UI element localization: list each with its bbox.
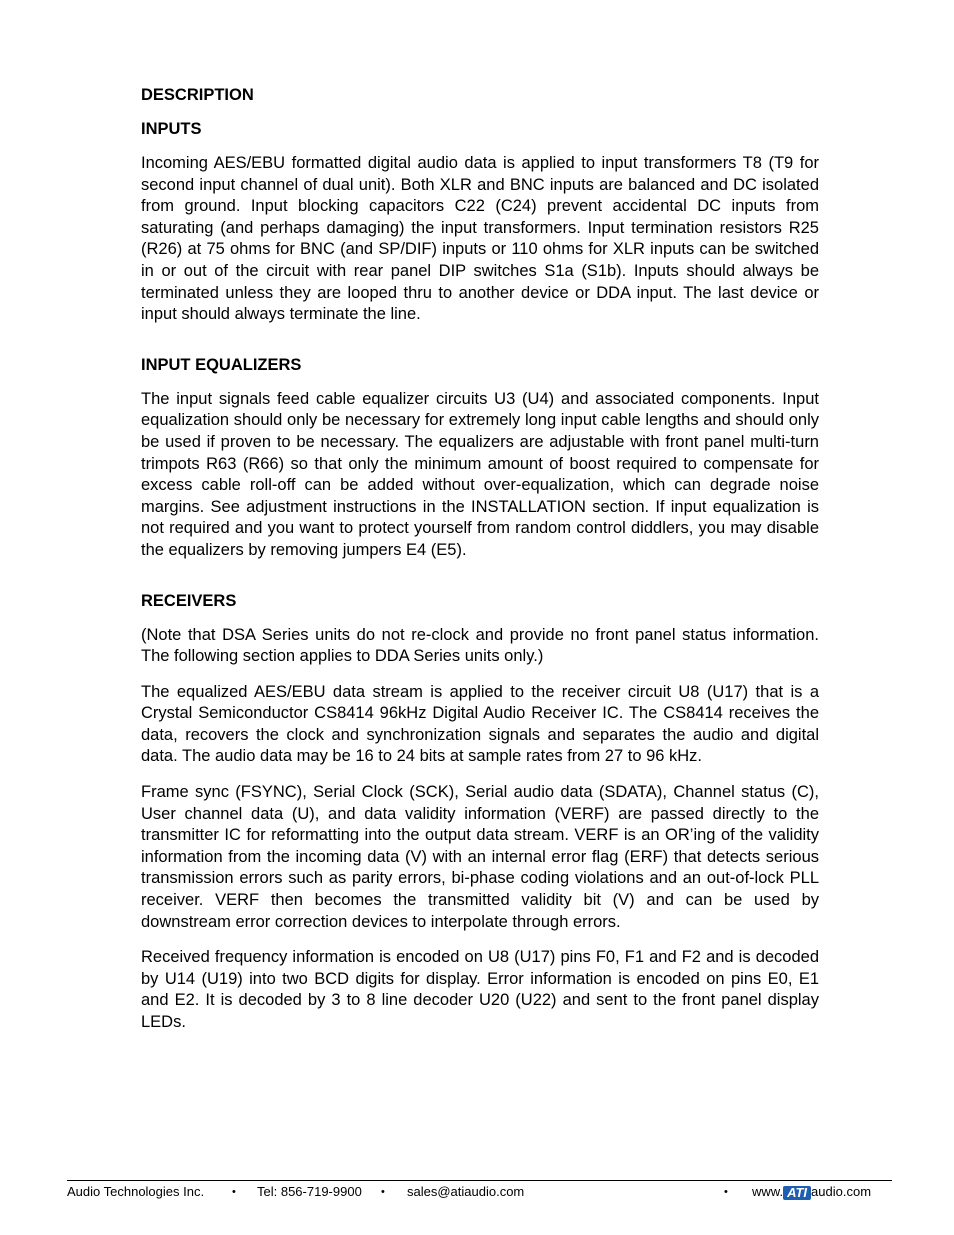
footer-web-suffix: audio.com: [811, 1184, 872, 1199]
footer-bullet-2: •: [381, 1186, 385, 1198]
footer-bullet-1: •: [232, 1186, 236, 1198]
receivers-paragraph-2: Frame sync (FSYNC), Serial Clock (SCK), Serial audio data (SDATA), Channel status (C), User channel data (U), and data validity information (VERF) are passed directly to the transmitter IC for reformatting into the output data stream. VERF is an OR’ing of the validity information from the incoming data (V) with an internal error flag (ERF) that detects serious transmission errors such as parity errors, bi-phase coding violations and an out-of-lock PLL receiver. VERF then becomes the transmitted validity bit (V) and can be used by downstream error correction devices to interpolate through errors.: [141, 783, 819, 931]
footer-bullet-3: •: [724, 1186, 728, 1198]
input-equalizers-paragraph: The input signals feed cable equalizer circuits U3 (U4) and associated components. Input equalization should only be necessary for extremely long input cable lengths and should only be used if proven to be necessary. The equalizers are adjustable with front panel multi-turn trimpots R63 (R66) so that only the minimum amount of boost required to compensate for excess cable roll-off can be added without over-equalization, which can degrade noise margins. See adjustment instructions in the INSTALLATION section. If input equalization is not required and you want to protect yourself from random control diddlers, you may disable the equalizers by removing jumpers E4 (E5).: [141, 389, 819, 559]
input-equalizers-heading: INPUT EQUALIZERS: [141, 355, 302, 374]
footer-divider: [67, 1180, 892, 1181]
footer-website[interactable]: [752, 1183, 871, 1201]
receivers-paragraph-3: Received frequency information is encoded on U8 (U17) pins F0, F1 and F2 and is decoded by U14 (U19) into two BCD digits for display. Error information is encoded on pins E0, E1 and E2. It is decoded by 3 to 8 line decoder U20 (U22) and sent to the front panel display LEDs.: [141, 948, 819, 1031]
footer-web-prefix: www.: [752, 1184, 784, 1199]
receivers-note: (Note that DSA Series units do not re-clock and provide no front panel status information. The following section applies to DDA Series units only.): [141, 625, 819, 666]
description-heading: DESCRIPTION: [141, 86, 254, 104]
page-footer: [67, 1183, 892, 1201]
footer-phone: Tel: 856-719-9900: [257, 1184, 362, 1199]
ati-logo: ATI: [783, 1186, 811, 1200]
receivers-heading: RECEIVERS: [141, 591, 237, 610]
receivers-paragraph-1: The equalized AES/EBU data stream is applied to the receiver circuit U8 (U17) that is a Crystal Semiconductor CS8414 96kHz Digital Audio Receiver IC. The CS8414 receives the data, recovers the clock and synchronization signals and separates the audio and digital data. The audio data may be 16 to 24 bits at sample rates from 27 to 96 kHz.: [141, 682, 819, 766]
footer-email[interactable]: sales@atiaudio.com: [407, 1184, 525, 1199]
footer-company: Audio Technologies Inc.: [67, 1184, 205, 1199]
inputs-heading: INPUTS: [141, 120, 202, 138]
inputs-paragraph: Incoming AES/EBU formatted digital audio data is applied to input transformers T8 (T9 for second input channel of dual unit). Both XLR and BNC inputs are balanced and DC isolated from ground. Input blocking capacitors C22 (C24) prevent accidental DC inputs from saturating (and perhaps damaging) the input transformers. Input termination resistors R25 (R26) at 75 ohms for BNC (and SP/DIF) inputs or 110 ohms for XLR inputs can be switched in or out of the circuit with rear panel DIP switches S1a (S1b). Inputs should always be terminated unless they are looped thru to another device or DDA input. The last device or input should always terminate the line.: [141, 154, 819, 324]
page-content: [141, 84, 819, 1034]
